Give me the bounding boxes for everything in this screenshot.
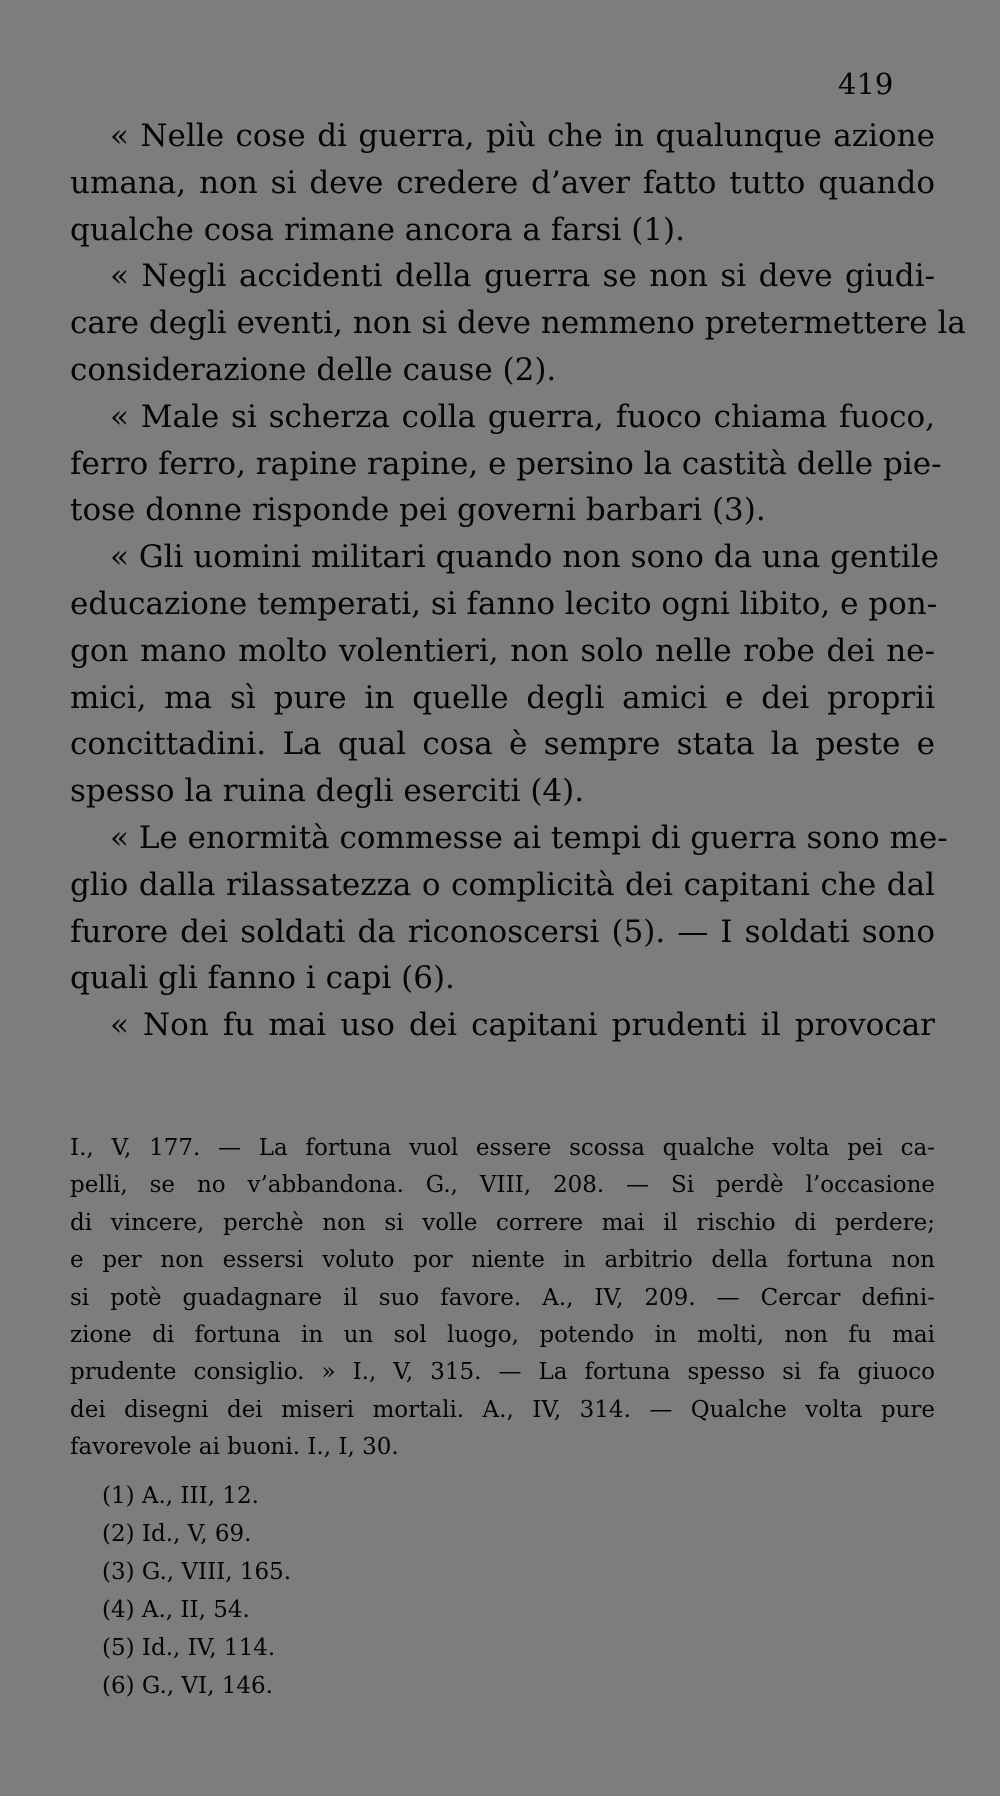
reference-item: (4) A., II, 54. <box>102 1597 250 1623</box>
text-line: « Gli uomini militari quando non sono da una gentile <box>110 539 939 576</box>
page-number: 419 <box>838 67 894 101</box>
text-line: « Non fu mai uso dei capitani prudenti il provocar <box>110 1007 935 1044</box>
footnote-line: e per non essersi voluto por niente in arbitrio della fortuna non <box>70 1247 935 1274</box>
main-text <box>70 113 966 1049</box>
footnote-references <box>102 1477 291 1705</box>
text-line: mici, ma sì pure in quelle degli amici e dei proprii <box>70 679 935 716</box>
text-line: « Male si scherza colla guerra, fuoco chiama fuoco, <box>110 398 935 435</box>
reference-item: (5) Id., IV, 114. <box>102 1635 276 1661</box>
text-line: ferro ferro, rapine rapine, e persino la castità delle pie- <box>70 445 942 482</box>
text-line: concittadini. La qual cosa è sempre stata la peste e <box>70 726 935 763</box>
reference-item: (1) A., III, 12. <box>102 1483 259 1509</box>
text-line: educazione temperati, si fanno lecito ogni libito, e pon- <box>70 585 938 622</box>
footnote-block <box>70 1130 935 1467</box>
footnote-line: si potè guadagnare il suo favore. A., IV, 209. — Cercar defini- <box>70 1284 935 1311</box>
reference-item: (2) Id., V, 69. <box>102 1521 252 1547</box>
text-line: spesso la ruina degli eserciti (4). <box>70 773 585 810</box>
text-line: « Negli accidenti della guerra se non si deve giudi- <box>110 258 935 295</box>
text-line: « Nelle cose di guerra, più che in qualunque azione <box>110 118 935 154</box>
footnote-line: zione di fortuna in un sol luogo, potendo in molti, non fu mai <box>70 1321 935 1348</box>
text-line: « Le enormità commesse ai tempi di guerra sono me- <box>110 819 948 856</box>
text-line: umana, non si deve credere d’aver fatto tutto quando <box>70 164 935 201</box>
footnote-line: I., V, 177. — La fortuna vuol essere scossa qualche volta pei ca- <box>70 1135 935 1161</box>
footnote-line: dei disegni dei miseri mortali. A., IV, 314. — Qualche volta pure <box>70 1396 935 1423</box>
text-line: care degli eventi, non si deve nemmeno pretermettere la <box>70 305 966 342</box>
text-line: furore dei soldati da riconoscersi (5). — I soldati sono <box>70 913 935 950</box>
reference-item: (6) G., VI, 146. <box>102 1673 273 1699</box>
footnote-line: prudente consiglio. » I., V, 315. — La fortuna spesso si fa giuoco <box>70 1359 935 1386</box>
text-line: gon mano molto volentieri, non solo nelle robe dei ne- <box>70 632 935 669</box>
footnote-line: pelli, se no v’abbandona. G., VIII, 208. — Si perdè l’occasione <box>70 1172 935 1199</box>
text-line: considerazione delle cause (2). <box>70 351 557 388</box>
footnote-line: favorevole ai buoni. I., I, 30. <box>70 1434 399 1461</box>
text-line: tose donne risponde pei governi barbari (3). <box>70 492 766 529</box>
text-line: quali gli fanno i capi (6). <box>70 960 455 997</box>
text-line: glio dalla rilassatezza o complicità dei capitani che dal <box>70 866 935 903</box>
footnote-line: di vincere, perchè non si volle correre mai il rischio di perdere; <box>70 1209 935 1236</box>
text-line: qualche cosa rimane ancora a farsi (1). <box>70 211 685 248</box>
reference-item: (3) G., VIII, 165. <box>102 1559 292 1585</box>
